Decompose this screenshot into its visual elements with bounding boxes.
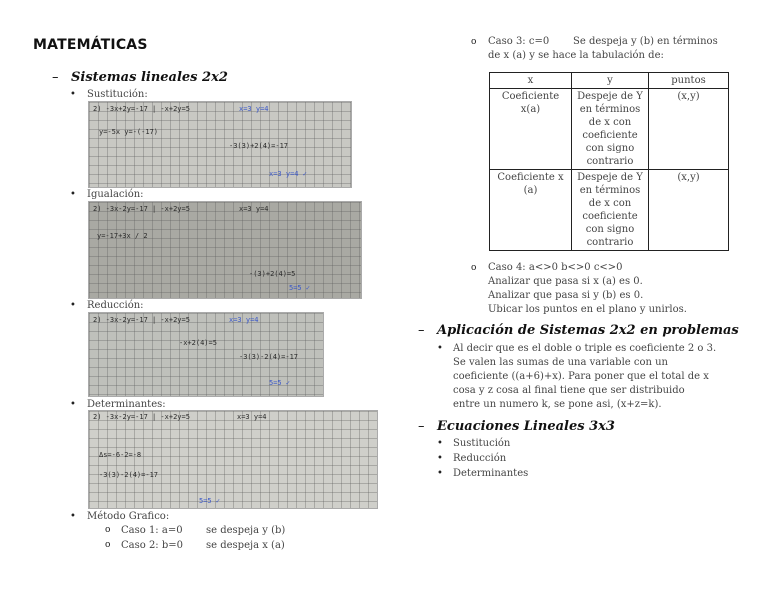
photo-text: -(3)+2(4)=5	[249, 270, 296, 278]
caso4-line: Ubicar los puntos en el plano y unirlos.	[488, 304, 687, 315]
table-cell: Despeje de Y en términos de x con coeficiente con signo contrario	[572, 170, 649, 251]
bullet-dot: •	[70, 89, 76, 100]
photo-determinantes	[88, 410, 378, 509]
page-title: MATEMÁTICAS	[33, 37, 148, 53]
section-heading-aplicacion: Aplicación de Sistemas 2x2 en problemas	[437, 323, 739, 338]
photo-text: 5=5 ✓	[199, 497, 221, 505]
photo-sustitucion	[88, 101, 352, 188]
bullet-dot: •	[437, 438, 443, 449]
table-row	[490, 89, 729, 170]
table-cell: Coeficiente x (a)	[490, 170, 572, 251]
item-metodo-grafico: Método Grafico:	[87, 511, 170, 522]
bullet-dot: •	[70, 189, 76, 200]
aplicacion-line: Al decir que es el doble o triple es coeficiente 2 o 3.	[453, 343, 717, 354]
sub-bullet: o	[105, 540, 111, 550]
caso3-desc2: de x (a) y se hace la tabulación de:	[488, 50, 664, 61]
photo-text: y=-5x y=-(-17)	[99, 128, 159, 136]
photo-text: 5=5 ✓	[269, 379, 291, 387]
caso3-label: Caso 3: c=0	[488, 36, 550, 47]
aplicacion-line: entre un numero k, se pone asi, (x+z=k).	[453, 399, 662, 410]
sub-bullet: o	[471, 37, 477, 47]
aplicacion-line: coeficiente ((a+6)+x). Para poner que el total de x	[453, 371, 709, 382]
caso4-line: Analizar que pasa si y (b) es 0.	[488, 290, 644, 301]
caso4-line: Analizar que pasa si x (a) es 0.	[488, 276, 643, 287]
photo-text: 2) -3x-2y=-17 | -x+2y=5	[93, 316, 190, 324]
photo-text: x=3 y=4	[239, 205, 269, 213]
bullet-dot: •	[437, 453, 443, 464]
caso2-label: Caso 2: b=0	[121, 540, 183, 551]
photo-text: y=-17+3x / 2	[97, 232, 148, 240]
tabulation-table-wrap	[489, 72, 729, 251]
photo-text: 2) -3x-2y=-17 | -x+2y=5	[93, 413, 190, 421]
bullet-dot: •	[70, 399, 76, 410]
table-cell: Despeje de Y en términos de x con coeficiente con signo contrario	[572, 89, 649, 170]
photo-igualacion	[88, 201, 362, 299]
caso4-label: Caso 4: a<>0 b<>0 c<>0	[488, 262, 623, 273]
bullet-dot: •	[437, 343, 443, 354]
photo-text: x=3 y=4	[229, 316, 259, 324]
item-sustitucion: Sustitución:	[87, 89, 148, 100]
photo-reduccion	[88, 312, 324, 397]
caso3-desc: Se despeja y (b) en términos	[573, 36, 718, 47]
bullet-dot: •	[437, 468, 443, 479]
section-heading-ecuaciones-3x3: Ecuaciones Lineales 3x3	[437, 419, 615, 434]
item-3x3: Sustitución	[453, 438, 511, 449]
item-reduccion: Reducción:	[87, 300, 144, 311]
bullet-dot: •	[70, 511, 76, 522]
caso1-desc: se despeja y (b)	[206, 525, 286, 536]
table-cell: (x,y)	[649, 170, 729, 251]
aplicacion-line: cosa y z cosa al final tiene que ser distribuido	[453, 385, 685, 396]
section-dash: –	[418, 419, 425, 434]
photo-text: x=3 y=4 ✓	[269, 170, 307, 178]
sub-bullet: o	[471, 263, 477, 273]
photo-text: -x+2(4)=5	[179, 339, 217, 347]
photo-text: Δs=-6-2=-8	[99, 451, 142, 459]
photo-text: x=3 y=4	[239, 105, 269, 113]
section-dash: –	[52, 70, 59, 85]
section-heading-sistemas-2x2: Sistemas lineales 2x2	[71, 70, 228, 85]
caso2-desc: se despeja x (a)	[206, 540, 285, 551]
tabulation-table	[489, 72, 729, 251]
item-determinantes: Determinantes:	[87, 399, 166, 410]
item-3x3: Determinantes	[453, 468, 529, 479]
sub-bullet: o	[105, 525, 111, 535]
photo-text: x=3 y=4	[237, 413, 267, 421]
table-cell: Coeficiente x(a)	[490, 89, 572, 170]
col-header-y: y	[572, 73, 649, 89]
photo-text: -3(3)-2(4)=-17	[239, 353, 299, 361]
photo-text: -3(3)-2(4)=-17	[99, 471, 159, 479]
aplicacion-line: Se valen las sumas de una variable con un	[453, 357, 668, 368]
photo-text: 5=5 ✓	[289, 284, 311, 292]
item-igualacion: Igualación:	[87, 189, 144, 200]
col-header-x: x	[490, 73, 572, 89]
table-row	[490, 170, 729, 251]
photo-text: 2) -3x+2y=-17 | -x+2y=5	[93, 105, 190, 113]
col-header-puntos: puntos	[649, 73, 729, 89]
photo-text: 2) -3x-2y=-17 | -x+2y=5	[93, 205, 190, 213]
photo-text: -3(3)+2(4)=-17	[229, 142, 289, 150]
item-3x3: Reducción	[453, 453, 507, 464]
caso1-label: Caso 1: a=0	[121, 525, 183, 536]
bullet-dot: •	[70, 300, 76, 311]
table-cell: (x,y)	[649, 89, 729, 170]
section-dash: –	[418, 323, 425, 338]
